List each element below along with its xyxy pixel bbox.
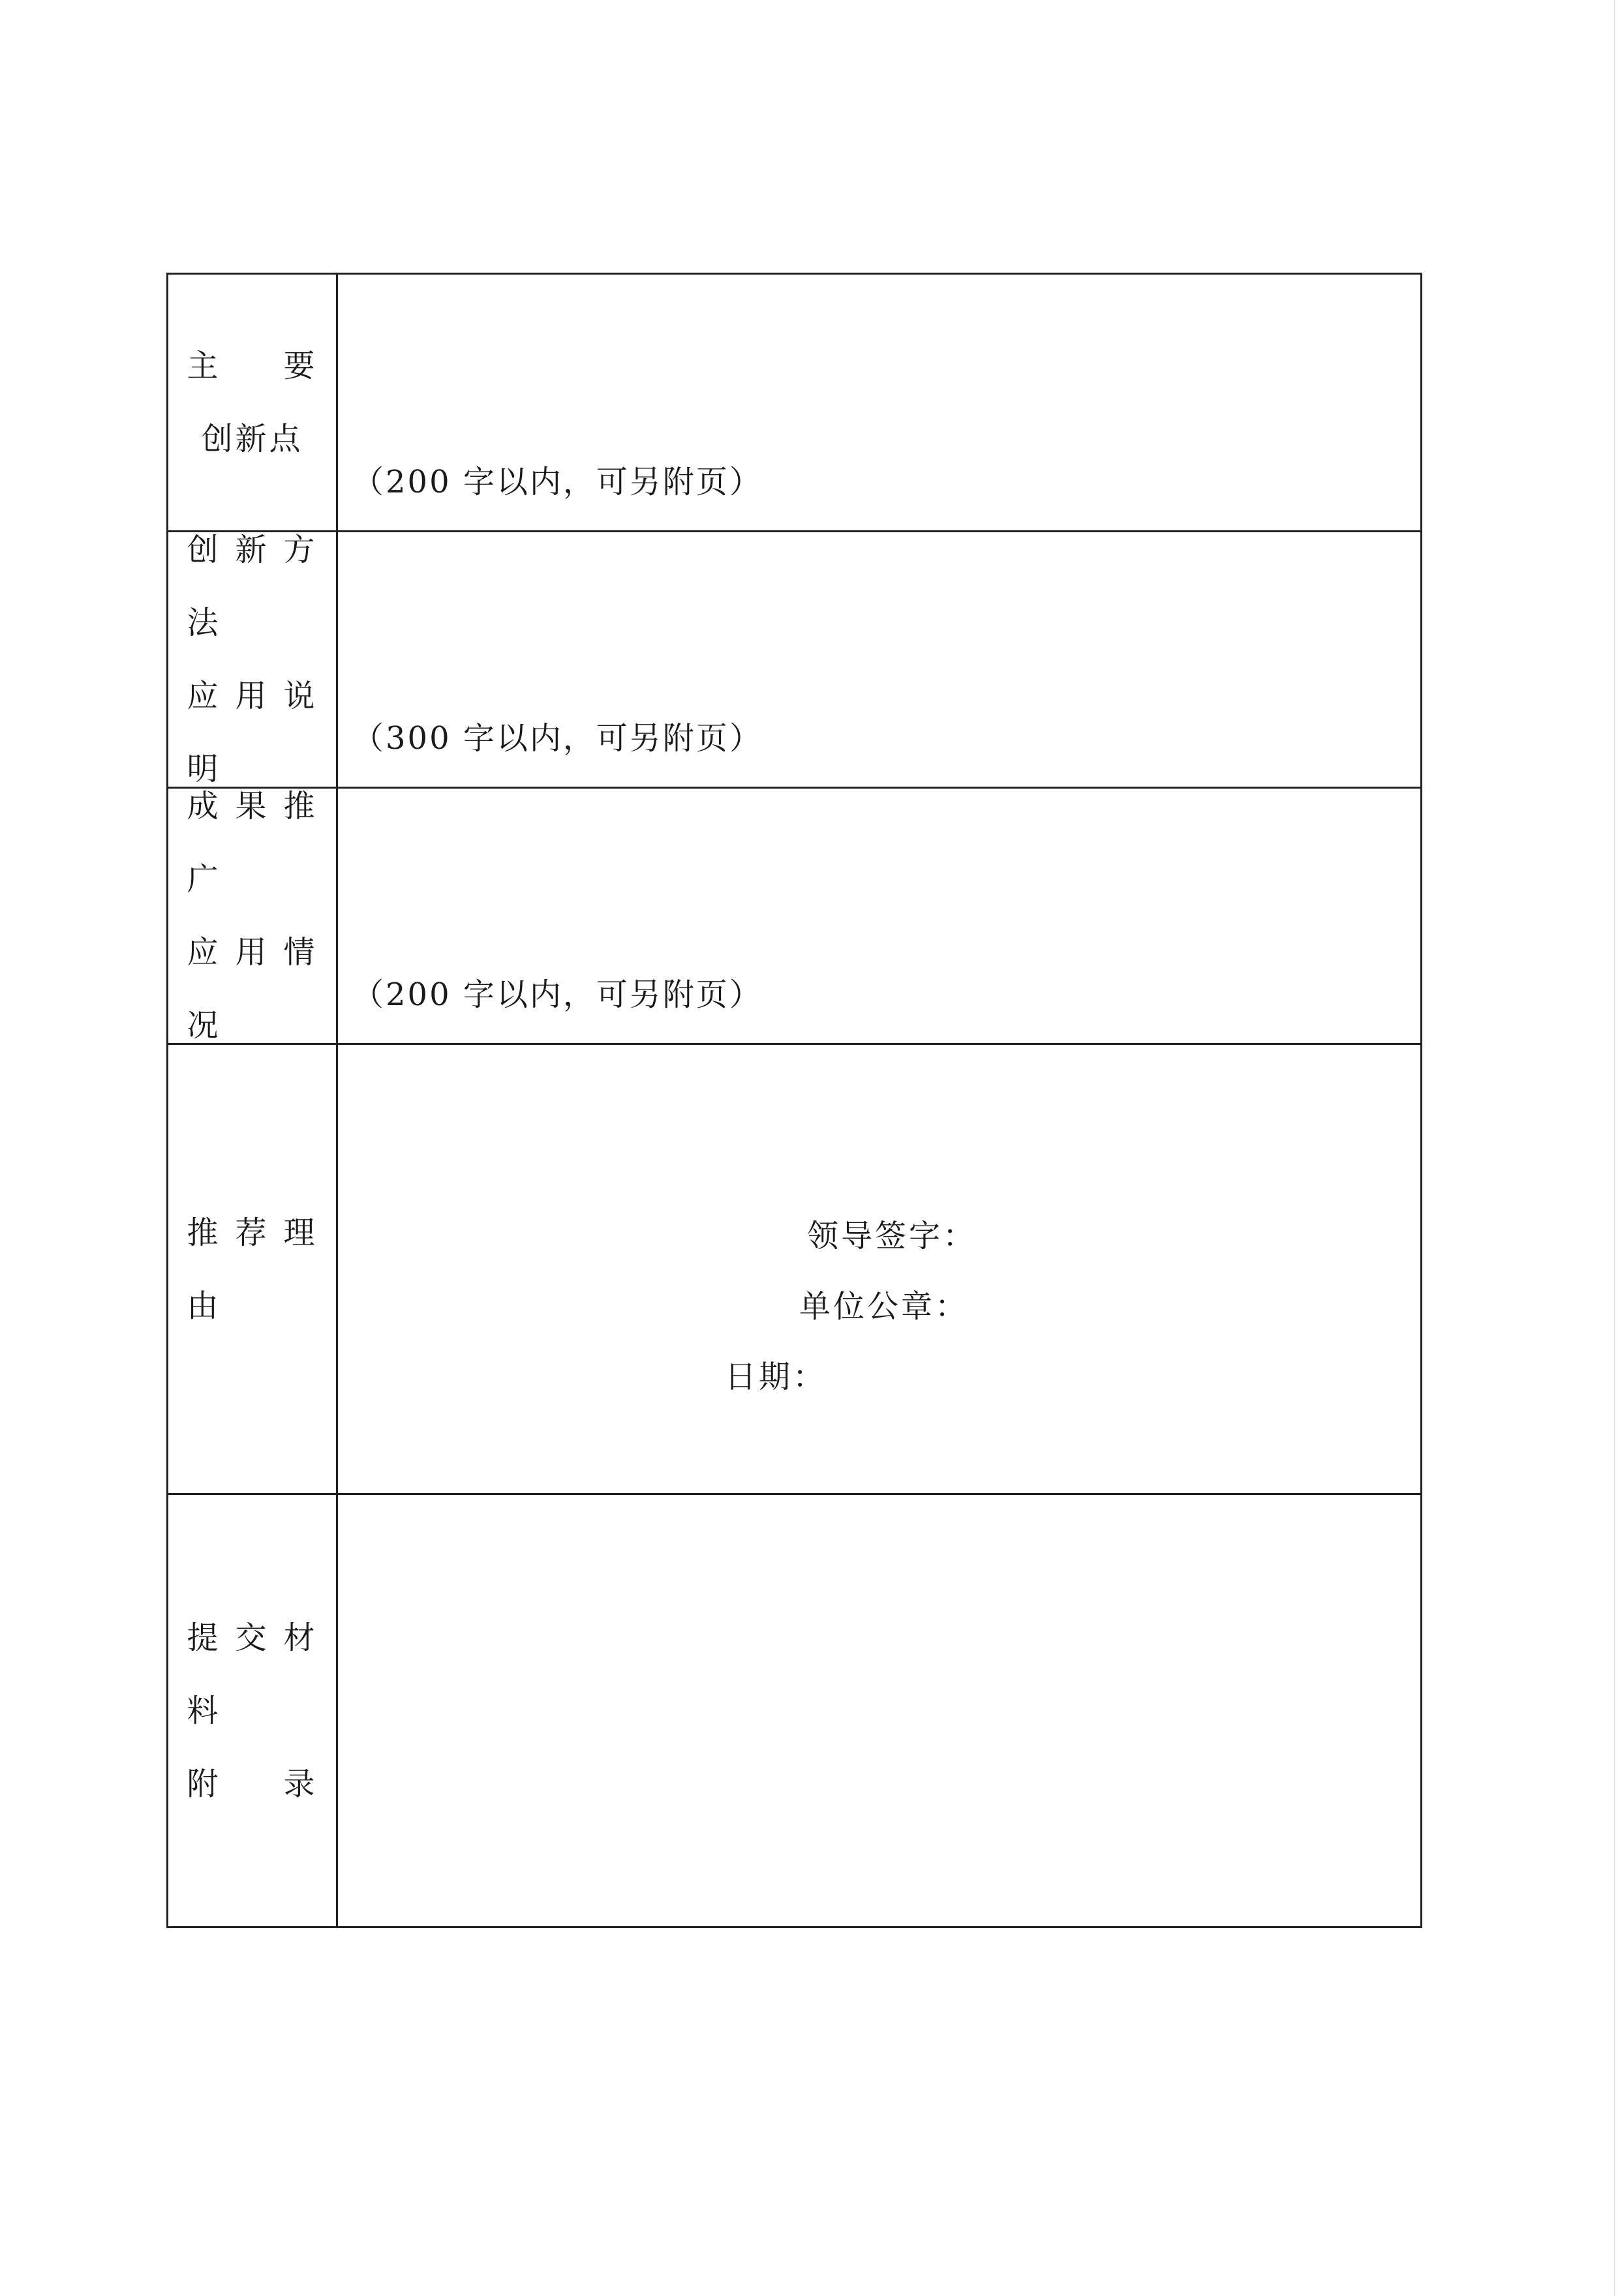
page-edge xyxy=(1614,0,1615,2296)
label-cell-recommendation-reason xyxy=(168,1044,337,1494)
label-cell-method-application xyxy=(168,532,337,788)
row-promotion-status xyxy=(168,788,1422,1044)
promotion-status-field[interactable] xyxy=(337,788,1422,1044)
application-form-table xyxy=(166,273,1422,1928)
label-submitted-materials-line1: 提交材料 xyxy=(187,1619,318,1729)
label-cell-promotion-status xyxy=(168,788,337,1044)
leader-signature-label: 领导签字： xyxy=(807,1218,977,1254)
row-main-innovations xyxy=(168,274,1422,532)
label-method-application-line1: 创新方法 xyxy=(187,532,318,641)
row-method-application xyxy=(168,532,1422,788)
date-label: 日期： xyxy=(725,1359,827,1395)
label-submitted-materials-line2: 附 录 xyxy=(187,1765,318,1802)
row-submitted-materials xyxy=(168,1494,1422,1927)
submitted-materials-field[interactable] xyxy=(337,1494,1422,1927)
method-application-hint: （300 字以内，可另附页） xyxy=(352,720,763,757)
recommendation-reason-field[interactable] xyxy=(337,1044,1422,1494)
label-promotion-status-line2: 应用情况 xyxy=(187,934,318,1044)
unit-seal-label: 单位公章： xyxy=(799,1288,969,1325)
signature-block xyxy=(338,1045,1420,1493)
label-main-innovations-line1: 主 要 xyxy=(187,348,318,384)
label-cell-main-innovations xyxy=(168,274,337,532)
label-main-innovations-line2: 创新点 xyxy=(201,421,303,457)
label-cell-submitted-materials xyxy=(168,1494,337,1927)
main-innovations-hint: （200 字以内，可另附页） xyxy=(352,464,763,500)
method-application-field[interactable] xyxy=(337,532,1422,788)
main-innovations-field[interactable] xyxy=(337,274,1422,532)
row-recommendation-reason xyxy=(168,1044,1422,1494)
label-method-application-line2: 应用说明 xyxy=(187,678,318,787)
promotion-status-hint: （200 字以内，可另附页） xyxy=(352,976,763,1013)
label-recommendation-reason: 推荐理由 xyxy=(187,1214,318,1324)
label-promotion-status-line1: 成果推广 xyxy=(187,788,318,898)
